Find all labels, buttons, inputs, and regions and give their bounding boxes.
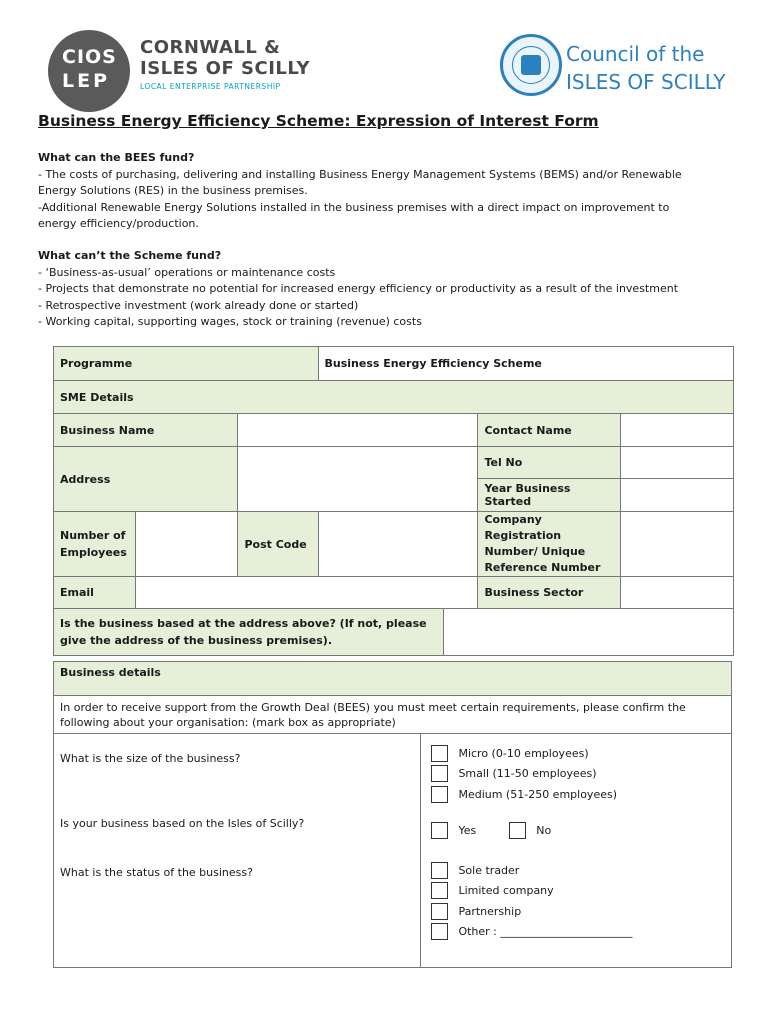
intro-line: following about your organisation: (mark box as appropriate) [60,715,396,729]
page-title: Business Energy Efficiency Scheme: Expression of Interest Form [38,112,599,130]
status-options [431,860,632,942]
business-details-table [53,661,732,968]
premises-address-field[interactable] [444,609,734,656]
registration-label [478,512,621,577]
cant-fund-heading: What can’t the Scheme fund? [38,249,222,262]
contact-name-field[interactable] [621,414,734,447]
contact-name-label: Contact Name [478,414,621,447]
size-options [431,743,617,805]
scilly-options [431,822,551,839]
council-seal-emblem [521,55,541,75]
status-option-limited[interactable] [431,881,632,902]
yes-label: Yes [458,824,477,837]
options-column [421,734,732,968]
question-status: What is the status of the business? [60,866,253,879]
cant-fund-line: - Working capital, supporting wages, stock or training (revenue) costs [38,315,422,328]
fund-heading: What can the BEES fund? [38,151,195,164]
tel-no-label: Tel No [478,447,621,479]
cant-fund-line: - Retrospective investment (work already done or started) [38,298,359,312]
employees-field[interactable] [135,512,238,577]
programme-label: Programme [54,347,319,381]
year-started-label: Year Business Started [478,479,621,512]
checkbox[interactable] [431,765,448,782]
status-option-sole-trader[interactable] [431,860,632,881]
size-option-small[interactable] [431,764,617,785]
business-sector-label: Business Sector [478,577,621,609]
checkbox[interactable] [431,745,448,762]
address-label: Address [54,447,238,512]
fund-line: -Additional Renewable Energy Solutions installed in the business premises with a direct impact on improvement to [38,200,670,214]
fund-line: - The costs of purchasing, delivering and installing Business Energy Management Systems (BEMS) and/or Renewable [38,167,682,181]
option-label: Other : ________________________ [458,925,633,939]
question-size: What is the size of the business? [60,752,241,765]
option-label: Micro (0-10 employees) [458,746,589,760]
option-label: Sole trader [458,863,520,877]
sme-details-table [53,346,734,656]
fund-line: energy efficiency/production. [38,217,199,230]
cios-logo-text: CIOS [62,46,117,68]
premises-question-line: Is the business based at the address above? (If not, please [60,617,427,630]
option-label: Small (11-50 employees) [458,767,597,781]
business-name-label: Business Name [54,414,238,447]
business-sector-field[interactable] [621,577,734,609]
intro-line: In order to receive support from the Growth Deal (BEES) you must meet certain requirements, please confirm the [60,700,686,714]
size-option-medium[interactable] [431,784,617,805]
cant-fund-line: - Projects that demonstrate no potential for increased energy efficiency or productivity as a result of the investment [38,282,679,295]
year-started-field[interactable] [621,479,734,512]
lep-logo-text: LEP [62,70,111,92]
questions-column [54,734,421,968]
size-option-micro[interactable] [431,743,617,764]
business-details-intro [54,696,732,734]
employees-label-line: Number of [60,529,126,542]
programme-value: Business Energy Efficiency Scheme [318,347,734,381]
checkbox[interactable] [431,862,448,879]
option-label: Limited company [458,884,554,898]
status-option-partnership[interactable] [431,901,632,922]
premises-question [54,609,444,656]
option-label: Medium (51-250 employees) [458,787,618,801]
premises-question-line: give the address of the business premises). [60,634,333,647]
employees-label-line: Employees [60,546,127,559]
business-details-heading: Business details [54,662,732,696]
checkbox[interactable] [431,903,448,920]
email-field[interactable] [135,577,478,609]
post-code-field[interactable] [318,512,478,577]
no-label: No [536,824,552,837]
checkbox[interactable] [431,786,448,803]
fund-line: Energy Solutions (RES) in the business premises. [38,184,308,197]
council-name-line-2: ISLES OF SCILLY [566,70,726,94]
registration-label-line: Company Registration [484,513,562,542]
council-name-line-1: Council of the [566,42,705,66]
checkbox[interactable] [431,923,448,940]
option-label: Partnership [458,904,522,918]
address-field[interactable] [238,447,478,512]
status-option-other[interactable] [431,922,632,943]
email-label: Email [54,577,136,609]
cios-name-line-2: ISLES OF SCILLY [140,58,311,79]
registration-field[interactable] [621,512,734,577]
post-code-label: Post Code [238,512,318,577]
tel-no-field[interactable] [621,447,734,479]
cant-fund-line: - ‘Business-as-usual’ operations or maintenance costs [38,265,336,279]
cios-name-line-1: CORNWALL & [140,37,281,58]
cios-name-line-3: LOCAL ENTERPRISE PARTNERSHIP [140,82,281,91]
registration-label-line: Number/ Unique [484,545,586,558]
question-isles-of-scilly: Is your business based on the Isles of Scilly? [60,817,305,830]
employees-label [54,512,136,577]
sme-section-heading: SME Details [54,381,734,414]
business-name-field[interactable] [238,414,478,447]
registration-label-line: Reference Number [484,561,601,574]
checkbox-no[interactable] [509,822,526,839]
checkbox-yes[interactable] [431,822,448,839]
checkbox[interactable] [431,882,448,899]
